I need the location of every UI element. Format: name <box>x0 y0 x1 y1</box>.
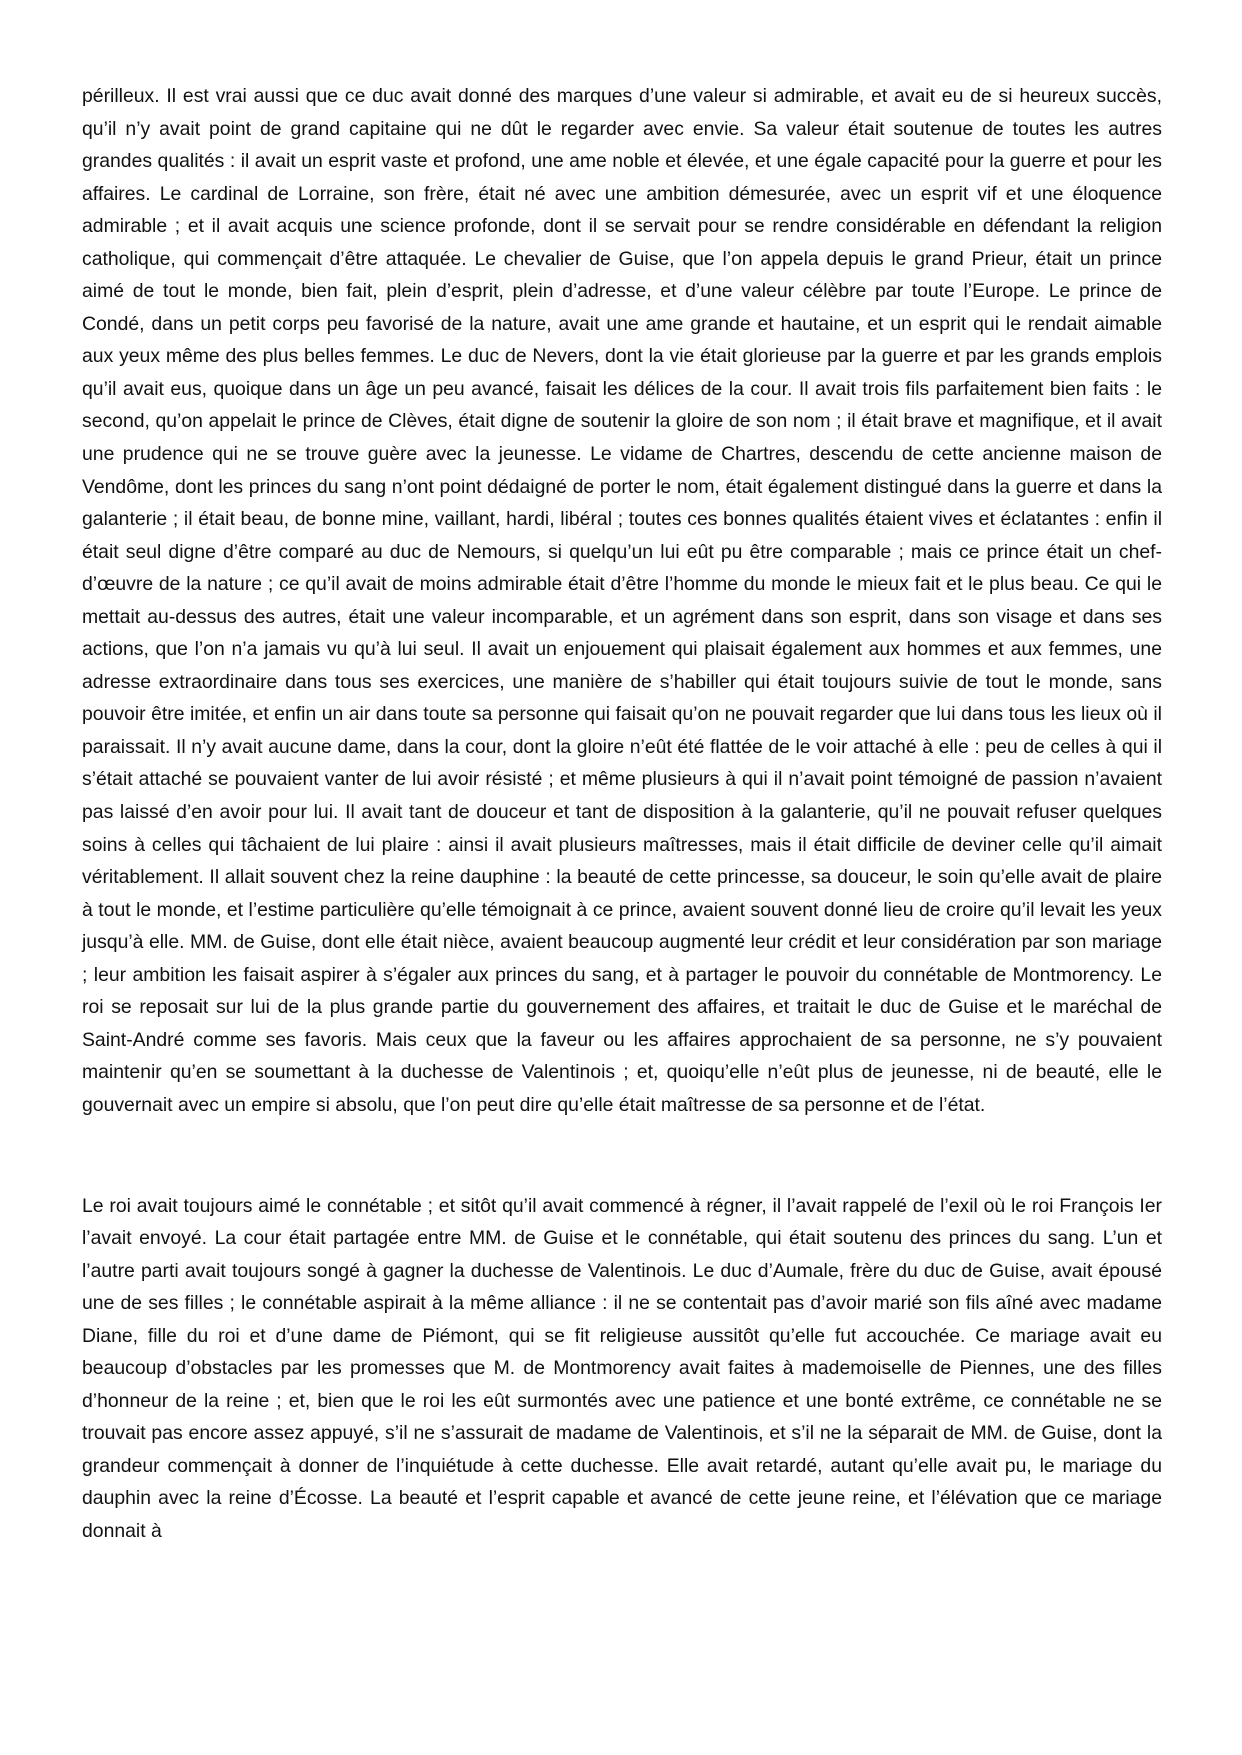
paragraph-1: périlleux. Il est vrai aussi que ce duc avait donné des marques d’une valeur si admirable, et avait eu de si heureux succès, qu’il n’y avait point de grand capitaine qui ne dût le regarder avec envie. Sa valeur était soutenue de toutes les autres grandes qualités : il avait un esprit vaste et profond, une ame noble et élevée, et une égale capacité pour la guerre et pour les affaires. Le cardinal de Lorraine, son frère, était né avec une ambition démesurée, avec un esprit vif et une éloquence admirable ; et il avait acquis une science profonde, dont il se servait pour se rendre considérable en défendant la religion catholique, qui commençait d’être attaquée. Le chevalier de Guise, que l’on appela depuis le grand Prieur, était un prince aimé de tout le monde, bien fait, plein d’esprit, plein d’adresse, et d’une valeur célèbre par toute l’Europe. Le prince de Condé, dans un petit corps peu favorisé de la nature, avait une ame grande et hautaine, et un esprit qui le rendait aimable aux yeux même des plus belles femmes. Le duc de Nevers, dont la vie était glorieuse par la guerre et par les grands emplois qu’il avait eus, quoique dans un âge un peu avancé, faisait les délices de la cour. Il avait trois fils parfaitement bien faits : le second, qu’on appelait le prince de Clèves, était digne de soutenir la gloire de son nom ; il était brave et magnifique, et il avait une prudence qui ne se trouve guère avec la jeunesse. Le vidame de Chartres, descendu de cette ancienne maison de Vendôme, dont les princes du sang n’ont point dédaigné de porter le nom, était également distingué dans la guerre et dans la galanterie ; il était beau, de bonne mine, vaillant, hardi, libéral ; toutes ces bonnes qualités étaient vives et éclatantes : enfin il était seul digne d’être comparé au duc de Nemours, si quelqu’un lui eût pu être comparable ; mais ce prince était un chef-d’œuvre de la nature ; ce qu’il avait de moins admirable était d’être l’homme du monde le mieux fait et le plus beau. Ce qui le mettait au-dessus des autres, était une valeur incomparable, et un agrément dans son esprit, dans son visage et dans ses actions, que l’on n’a jamais vu qu’à lui seul. Il avait un enjouement qui plaisait également aux hommes et aux femmes, une adresse extraordinaire dans tous ses exercices, une manière de s’habiller qui était toujours suivie de tout le monde, sans pouvoir être imitée, et enfin un air dans toute sa personne qui faisait qu’on ne pouvait regarder que lui dans tous les lieux où il paraissait. Il n’y avait aucune dame, dans la cour, dont la gloire n’eût été flattée de le voir attaché à elle : peu de celles à qui il s’était attaché se pouvaient vanter de lui avoir résisté ; et même plusieurs à qui il n’avait point témoigné de passion n’avaient pas laissé d’en avoir pour lui. Il avait tant de douceur et tant de disposition à la galanterie, qu’il ne pouvait refuser quelques soins à celles qui tâchaient de lui plaire : ainsi il avait plusieurs maîtresses, mais il était difficile de deviner celle qu’il aimait véritablement. Il allait souvent chez la reine dauphine : la beauté de cette princesse, sa douceur, le soin qu’elle avait de plaire à tout le monde, et l’estime particulière qu’elle témoignait à ce prince, avaient souvent donné lieu de croire qu’il levait les yeux jusqu’à elle. MM. de Guise, dont elle était nièce, avaient beaucoup augmenté leur crédit et leur considération par son mariage ; leur ambition les faisait aspirer à s’égaler aux princes du sang, et à partager le pouvoir du connétable de Montmorency. Le roi se reposait sur lui de la plus grande partie du gouvernement des affaires, et traitait le duc de Guise et le maréchal de Saint-André comme ses favoris. Mais ceux que la faveur ou les affaires approchaient de sa personne, ne s’y pouvaient maintenir qu’en se soumettant à la duchesse de Valentinois ; et, quoiqu’elle n’eût plus de jeunesse, ni de beauté, elle le gouvernait avec un empire si absolu, que l’on peut dire qu’elle était maîtresse de sa personne et de l’état. <box>82 85 1162 1116</box>
document-page <box>82 80 1162 1548</box>
paragraph-2: Le roi avait toujours aimé le connétable ; et sitôt qu’il avait commencé à régner, il l’avait rappelé de l’exil où le roi François Ier l’avait envoyé. La cour était partagée entre MM. de Guise et le connétable, qui était soutenu des princes du sang. L’un et l’autre parti avait toujours songé à gagner la duchesse de Valentinois. Le duc d’Aumale, frère du duc de Guise, avait épousé une de ses filles ; le connétable aspirait à la même alliance : il ne se contentait pas d’avoir marié son fils aîné avec madame Diane, fille du roi et d’une dame de Piémont, qui se fit religieuse aussitôt qu’elle fut accouchée. Ce mariage avait eu beaucoup d’obstacles par les promesses que M. de Montmorency avait faites à mademoiselle de Piennes, une des filles d’honneur de la reine ; et, bien que le roi les eût surmontés avec une patience et une bonté extrême, ce connétable ne se trouvait pas encore assez appuyé, s’il ne s’assurait de madame de Valentinois, et s’il ne la séparait de MM. de Guise, dont la grandeur commençait à donner de l’inquiétude à cette duchesse. Elle avait retardé, autant qu’elle avait pu, le mariage du dauphin avec la reine d’Écosse. La beauté et l’esprit capable et avancé de cette jeune reine, et l’élévation que ce mariage donnait à <box>82 1194 1162 1542</box>
